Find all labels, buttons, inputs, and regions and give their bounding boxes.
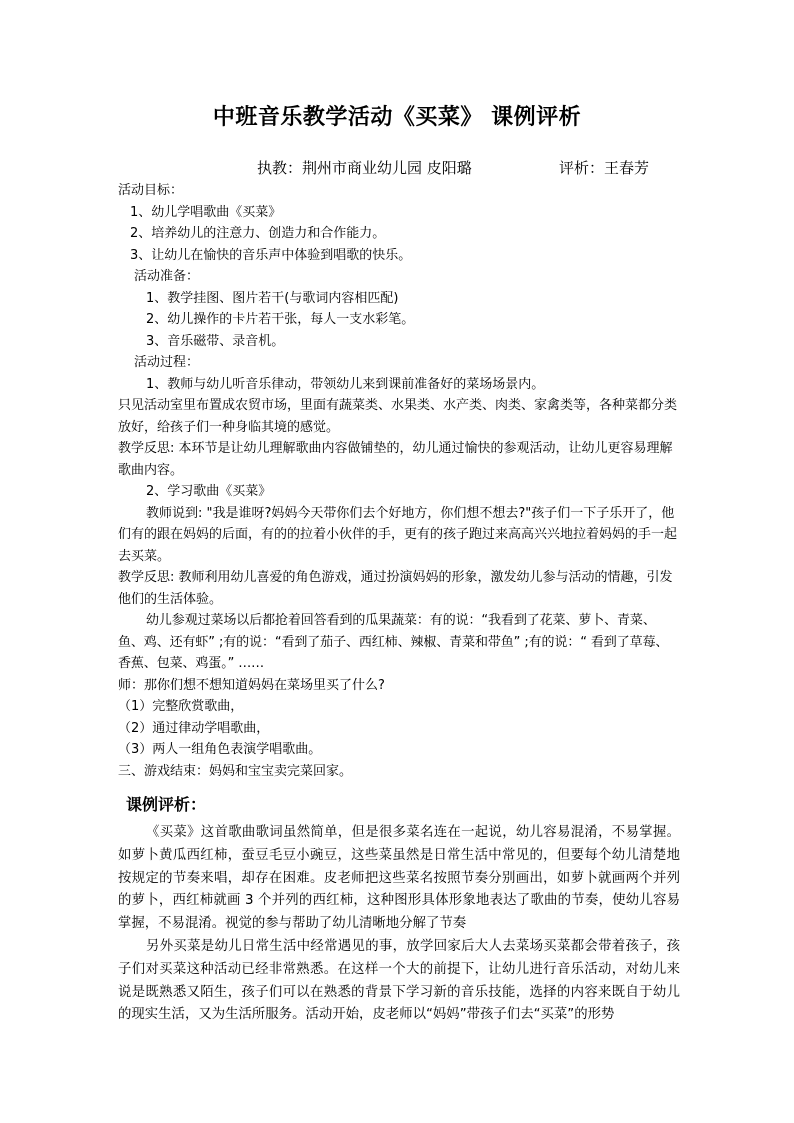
preparation-item: 1、教学挂图、图片若干(与歌词内容相匹配) [146,290,399,306]
analysis-body [118,822,680,1027]
preparation-item: 3、音乐磁带、录音机。 [146,333,285,349]
document-title: 中班音乐教学活动《买菜》 课例评析 [212,104,582,130]
lesson-body [118,180,678,782]
analysis-paragraph: 另外买菜是幼儿日常生活中经常遇见的事，放学回家后大人去菜场买菜都会带着孩子，孩子们对买菜这种活动已经非常熟悉。在这样一个大的前提下，让幼儿进行音乐活动，对幼儿来说是既熟悉又陌生，孩子们可以在熟悉的背景下学习新的音乐技能，选择的内容来既自于幼儿的现实生活，又为生活所服务。活动开始，皮老师以“妈妈”带孩子们去“买菜”的形势 [118,938,680,1023]
reflection-paragraph: 教学反思: 本环节是让幼儿理解歌曲内容做铺垫的，幼儿通过愉快的参观活动，让幼儿更容易理解歌曲内容。 [118,441,673,478]
objective-item: 3、让幼儿在愉快的音乐声中体验到唱歌的快乐。 [130,247,412,263]
process-heading: 活动过程： [134,355,200,370]
analysis-paragraph: 《买菜》这首歌曲歌词虽然简单，但是很多菜名连在一起说，幼儿容易混淆，不易掌握。如萝卜黄瓜西红柿，蚕豆毛豆小豌豆，这些菜虽然是日常生活中常见的，但要每个幼儿清楚地按规定的节奏来唱，却存在困难。皮老师把这些菜名按照节奏分别画出，如萝卜就画两个并列的萝卜，西红柿就画 3 个并列的西红柿，这种图形具体形象地表达了歌曲的节奏，使幼儿容易掌握，不易混淆。视觉的参与帮助了幼儿清晰地分解了节奏 [118,825,680,932]
preparation-heading: 活动准备： [134,269,200,284]
sub-step: （1）完整欣赏歌曲， [118,699,244,714]
objectives-heading: 活动目标： [118,183,184,198]
process-step: 2、学习歌曲《买菜》 [146,484,272,499]
paragraph: 幼儿参观过菜场以后都抢着回答看到的瓜果蔬菜：有的说：“我看到了花菜、萝卜、青菜、鱼、鸡、还有虾” ;有的说：“看到了茄子、西红柿、辣椒、青菜和带鱼” ;有的说：“ 看到了草莓、香蕉、包菜、鸡蛋。” …… [118,613,669,671]
process-step: 1、教师与幼儿听音乐律动，带领幼儿来到课前准备好的菜场场景内。 [146,376,545,392]
byline [257,157,650,178]
sub-step: （3）两人一组角色表演学唱歌曲。 [118,742,322,757]
objective-item: 2、培养幼儿的注意力、创造力和合作能力。 [130,226,386,241]
analysis-heading: 课例评析： [126,795,207,814]
paragraph: 只见活动室里布置成农贸市场，里面有蔬菜类、水果类、水产类、肉类、家禽类等，各种菜都分类放好，给孩子们一种身临其境的感觉。 [118,398,678,435]
teacher-credit: 执教：荆州市商业幼儿园 皮阳璐 [257,159,472,177]
preparation-item: 2、幼儿操作的卡片若干张，每人一支水彩笔。 [146,312,415,327]
objective-item: 1、幼儿学唱歌曲《买菜》 [130,204,282,220]
paragraph: 教师说到: "我是谁呀?妈妈今天带你们去个好地方，你们想不想去?"孩子们一下子乐开了，他们有的跟在妈妈的后面，有的的拉着小伙伴的手，更有的孩子跑过来高高兴兴地拉着妈妈的手一起去买菜。 [118,505,678,564]
paragraph: 三、游戏结束：妈妈和宝宝卖完菜回家。 [118,763,353,779]
sub-step: （2）通过律动学唱歌曲， [118,720,270,736]
paragraph: 师：那你们想不想知道妈妈在菜场里买了什么? [118,677,385,693]
reflection-paragraph: 教学反思: 教师利用幼儿喜爱的角色游戏，通过扮演妈妈的形象，激发幼儿参与活动的情趣，引发他们的生活体验。 [118,570,673,607]
reviewer-credit: 评析：王春芳 [559,159,650,177]
